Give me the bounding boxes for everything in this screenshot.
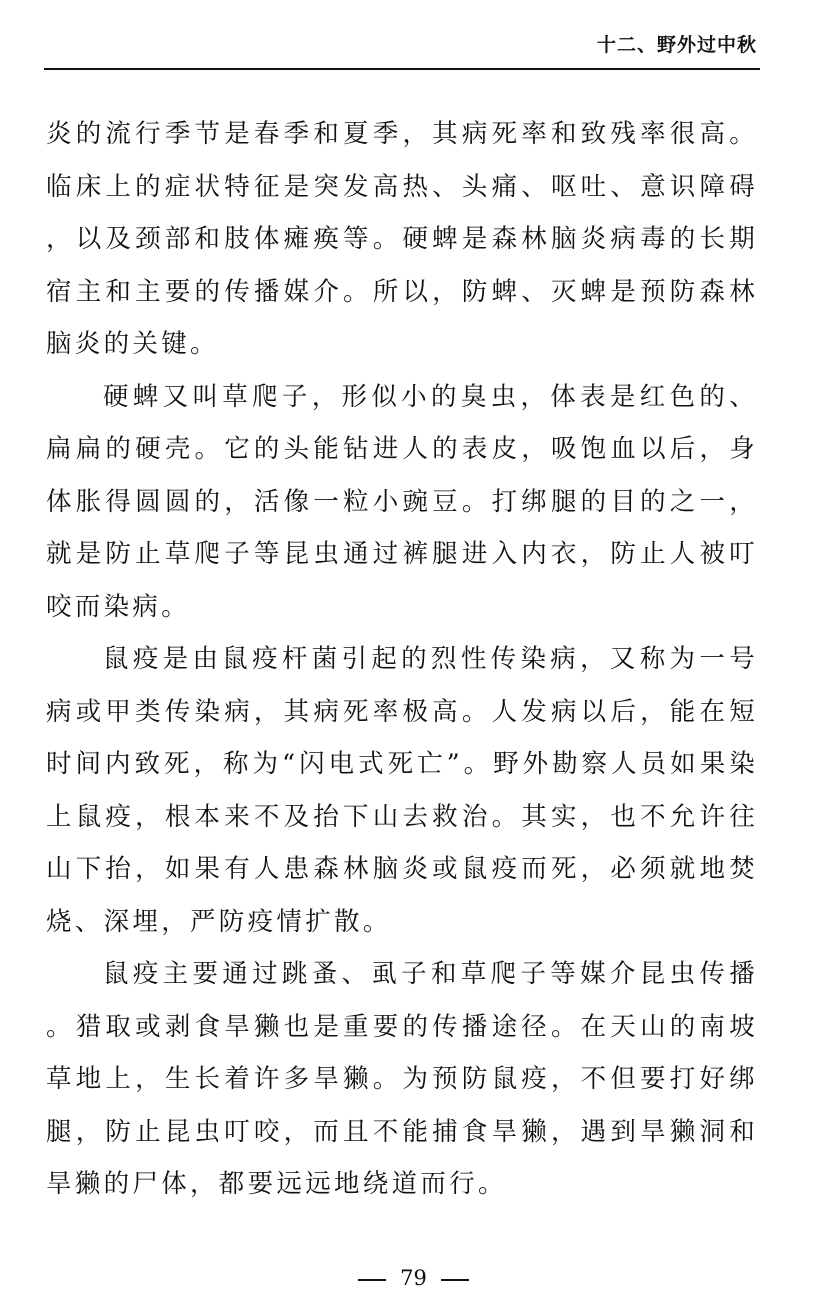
chapter-title: 十二、野外过中秋 bbox=[596, 34, 757, 56]
paragraph-tick: 硬蜱又叫草爬子，形似小的臭虫，体表是红色的、扁扁的硬壳。它的头能钻进人的表皮，吸饱血以后，身体胀得圆圆的，活像一粒小豌豆。打绑腿的目的之一，就是防止草爬子等昆虫通过裤腿进入内衣，防止人被叮咬而染病。 bbox=[46, 381, 758, 622]
footer-dash-left bbox=[358, 1279, 386, 1281]
body-text bbox=[46, 108, 758, 1211]
page-footer bbox=[0, 1266, 827, 1290]
paragraph-continued: 炎的流行季节是春季和夏季，其病死率和致残率很高。临床上的症状特征是突发高热、头痛、呕吐、意识障碍，以及颈部和肢体瘫痪等。硬蜱是森林脑炎病毒的长期宿主和主要的传播媒介。所以，防蜱、灭蜱是预防森林脑炎的关键。 bbox=[46, 119, 758, 359]
page-number: 79 bbox=[400, 1266, 427, 1290]
paragraph-transmission: 鼠疫主要通过跳蚤、虱子和草爬子等媒介昆虫传播。猎取或剥食旱獭也是重要的传播途径。在天山的南坡草地上，生长着许多旱獭。为预防鼠疫，不但要打好绑腿，防止昆虫叮咬，而且不能捕食旱獭，遇到旱獭洞和旱獭的尸体，都要远远地绕道而行。 bbox=[46, 959, 758, 1199]
paragraph-plague: 鼠疫是由鼠疫杆菌引起的烈性传染病，又称为一号病或甲类传染病，其病死率极高。人发病以后，能在短时间内致死，称为“闪电式死亡”。野外勘察人员如果染上鼠疫，根本来不及抬下山去救治。其实，也不允许往山下抬，如果有人患森林脑炎或鼠疫而死，必须就地焚烧、深埋，严防疫情扩散。 bbox=[46, 644, 758, 937]
footer-dash-right bbox=[441, 1279, 469, 1281]
header-rule bbox=[44, 68, 760, 70]
